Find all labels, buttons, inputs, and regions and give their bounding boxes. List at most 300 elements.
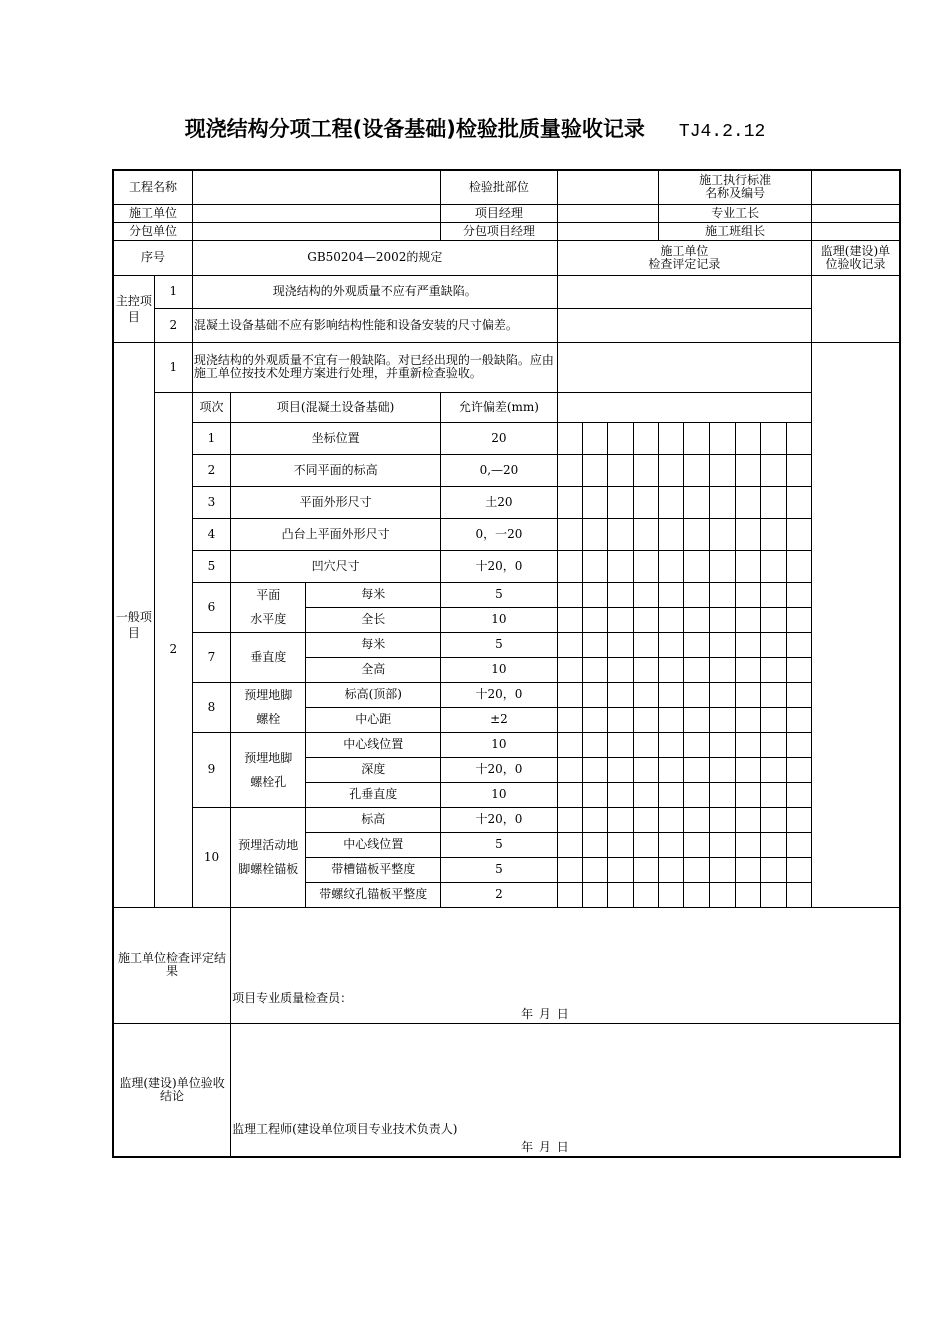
deviation-cell[interactable] — [582, 757, 607, 782]
deviation-cell[interactable] — [634, 607, 659, 632]
deviation-cell[interactable] — [684, 550, 710, 582]
deviation-cell[interactable] — [710, 732, 735, 757]
deviation-cell[interactable] — [557, 882, 582, 907]
row-no: 5 — [192, 550, 230, 582]
tolerance-row — [113, 486, 900, 518]
deviation-cell[interactable] — [684, 882, 710, 907]
deviation-cell[interactable] — [710, 550, 735, 582]
deviation-cell[interactable] — [634, 518, 659, 550]
group-name-line1: 平面 — [256, 588, 281, 602]
row-no: 6 — [192, 582, 230, 632]
sub-item: 全高 — [306, 657, 441, 682]
construction-result-area[interactable] — [231, 907, 900, 1023]
deviation-cell[interactable] — [659, 422, 684, 454]
sub-item: 中心线位置 — [306, 732, 441, 757]
row-no: 10 — [192, 807, 230, 907]
main-item-no: 1 — [154, 275, 192, 308]
deviation-cell[interactable] — [607, 550, 633, 582]
group-name — [231, 582, 306, 632]
deviation-cell[interactable] — [659, 486, 684, 518]
inspection-form-table — [112, 169, 901, 1158]
deviation-cell[interactable] — [634, 757, 659, 782]
deviation-cell[interactable] — [557, 582, 582, 607]
deviation-cell[interactable] — [710, 486, 735, 518]
deviation-cell[interactable] — [659, 882, 684, 907]
tolerance-row — [113, 682, 900, 707]
deviation-cell[interactable] — [735, 757, 760, 782]
tolerance-row — [113, 632, 900, 657]
deviation-cell[interactable] — [634, 882, 659, 907]
subcontractor-label: 分包单位 — [113, 222, 192, 240]
row-no: 4 — [192, 518, 230, 550]
row-no: 7 — [192, 632, 230, 682]
sub-item: 每米 — [306, 632, 441, 657]
deviation-cell[interactable] — [582, 857, 607, 882]
deviation-cell[interactable] — [557, 607, 582, 632]
deviation-cell[interactable] — [735, 582, 760, 607]
deviation-cell[interactable] — [659, 454, 684, 486]
row-tolerance: 10 — [441, 607, 558, 632]
deviation-cell[interactable] — [582, 732, 607, 757]
deviation-cell[interactable] — [634, 422, 659, 454]
deviation-cell[interactable] — [634, 454, 659, 486]
deviation-cell[interactable] — [557, 807, 582, 832]
deviation-cell[interactable] — [710, 707, 735, 732]
group-name-line1: 垂直度 — [250, 650, 287, 664]
deviation-cell[interactable] — [582, 518, 607, 550]
subcontractor-value[interactable] — [192, 222, 440, 240]
deviation-cell[interactable] — [710, 422, 735, 454]
standard-label — [659, 170, 812, 204]
deviation-cell[interactable] — [786, 682, 811, 707]
main-item-no: 2 — [154, 308, 192, 342]
main-item-record[interactable] — [557, 308, 811, 342]
supervision-record-line1: 监理(建设)单 — [820, 243, 891, 258]
deviation-cell[interactable] — [634, 582, 659, 607]
deviation-cell[interactable] — [607, 454, 633, 486]
deviation-cell[interactable] — [786, 550, 811, 582]
row-tolerance: ±2 — [441, 707, 558, 732]
row-tolerance: 10 — [441, 657, 558, 682]
deviation-cell[interactable] — [582, 550, 607, 582]
deviation-cell[interactable] — [607, 682, 633, 707]
deviation-cell[interactable] — [786, 422, 811, 454]
row-tolerance: 土20 — [441, 486, 558, 518]
deviation-cell[interactable] — [607, 657, 633, 682]
deviation-cell[interactable] — [786, 832, 811, 857]
tolerance-row — [113, 454, 900, 486]
deviation-cell[interactable] — [557, 857, 582, 882]
engineer-label: 监理工程师(建设单位项目专业技术负责人) — [232, 1121, 458, 1136]
deviation-cell[interactable] — [710, 757, 735, 782]
deviation-cell[interactable] — [607, 857, 633, 882]
deviation-cell[interactable] — [786, 454, 811, 486]
foreman-value[interactable] — [811, 204, 900, 222]
deviation-cell[interactable] — [582, 682, 607, 707]
sub-item: 中心距 — [306, 707, 441, 732]
deviation-cell[interactable] — [659, 782, 684, 807]
deviation-cell[interactable] — [786, 807, 811, 832]
deviation-cell[interactable] — [684, 486, 710, 518]
deviation-cell[interactable] — [786, 707, 811, 732]
deviation-cell[interactable] — [710, 832, 735, 857]
row-tolerance: 十20，0 — [441, 757, 558, 782]
deviation-cell[interactable] — [557, 422, 582, 454]
deviation-cell[interactable] — [557, 782, 582, 807]
supervision-conclusion-label: 监理(建设)单位验收结论 — [113, 1023, 231, 1157]
deviation-cell[interactable] — [735, 550, 760, 582]
deviation-cell[interactable] — [557, 732, 582, 757]
deviation-cell[interactable] — [582, 882, 607, 907]
row-tolerance: 10 — [441, 732, 558, 757]
deviation-cell[interactable] — [684, 657, 710, 682]
main-item-record[interactable] — [557, 275, 811, 308]
group-name-line2: 脚螺栓锚板 — [238, 862, 299, 876]
project-manager-label: 项目经理 — [441, 204, 558, 222]
deviation-cell[interactable] — [634, 857, 659, 882]
deviation-cell[interactable] — [634, 486, 659, 518]
deviation-cell[interactable] — [710, 582, 735, 607]
deviation-cell[interactable] — [760, 707, 786, 732]
tolerance-row — [113, 518, 900, 550]
deviation-cell[interactable] — [659, 607, 684, 632]
deviation-cell[interactable] — [634, 682, 659, 707]
deviation-cell[interactable] — [760, 582, 786, 607]
supervision-record-header — [811, 240, 900, 275]
deviation-cell[interactable] — [760, 782, 786, 807]
deviation-cell[interactable] — [710, 657, 735, 682]
deviation-cell[interactable] — [684, 732, 710, 757]
deviation-cell[interactable] — [710, 632, 735, 657]
deviation-cell[interactable] — [607, 632, 633, 657]
standard-label-line1: 施工执行标准 — [699, 173, 772, 188]
supervision-record-line2: 位验收记录 — [825, 256, 886, 271]
construction-unit-value[interactable] — [192, 204, 440, 222]
deviation-cell[interactable] — [659, 582, 684, 607]
seq-header: 序号 — [113, 240, 192, 275]
general-item-record[interactable] — [557, 342, 811, 392]
supervision-conclusion-area[interactable] — [231, 1023, 900, 1157]
deviation-cell[interactable] — [684, 682, 710, 707]
dev-header-record[interactable] — [557, 392, 811, 422]
general-label: 一般项目 — [113, 342, 154, 907]
deviation-cell[interactable] — [760, 682, 786, 707]
deviation-cell[interactable] — [684, 632, 710, 657]
deviation-cell[interactable] — [735, 882, 760, 907]
deviation-cell[interactable] — [659, 550, 684, 582]
deviation-cell[interactable] — [582, 807, 607, 832]
deviation-cell[interactable] — [710, 682, 735, 707]
deviation-cell[interactable] — [582, 657, 607, 682]
sub-item: 标高 — [306, 807, 441, 832]
group-name — [231, 807, 306, 907]
deviation-cell[interactable] — [786, 882, 811, 907]
construction-result-label: 施工单位检查评定结果 — [113, 907, 231, 1023]
deviation-cell[interactable] — [557, 682, 582, 707]
deviation-cell[interactable] — [760, 857, 786, 882]
row-item: 凹穴尺寸 — [231, 550, 441, 582]
deviation-cell[interactable] — [760, 607, 786, 632]
group-name — [231, 732, 306, 807]
deviation-cell[interactable] — [735, 422, 760, 454]
row-tolerance: 十20，0 — [441, 682, 558, 707]
spec-header: GB50204—2002的规定 — [192, 240, 557, 275]
deviation-cell[interactable] — [634, 550, 659, 582]
standard-label-line2: 名称及编号 — [705, 186, 766, 201]
deviation-cell[interactable] — [735, 607, 760, 632]
deviation-cell[interactable] — [710, 857, 735, 882]
sub-item: 标高(顶部) — [306, 682, 441, 707]
deviation-cell[interactable] — [634, 707, 659, 732]
deviation-cell[interactable] — [760, 632, 786, 657]
deviation-cell[interactable] — [607, 782, 633, 807]
deviation-cell[interactable] — [659, 657, 684, 682]
deviation-cell[interactable] — [659, 832, 684, 857]
row-no: 3 — [192, 486, 230, 518]
deviation-cell[interactable] — [607, 807, 633, 832]
deviation-cell[interactable] — [735, 707, 760, 732]
foreman-label: 专业工长 — [659, 204, 812, 222]
deviation-cell[interactable] — [607, 486, 633, 518]
deviation-cell[interactable] — [735, 732, 760, 757]
tolerance-row — [113, 807, 900, 832]
deviation-cell[interactable] — [735, 857, 760, 882]
deviation-cell[interactable] — [659, 857, 684, 882]
deviation-cell[interactable] — [786, 857, 811, 882]
deviation-cell[interactable] — [735, 782, 760, 807]
deviation-cell[interactable] — [786, 518, 811, 550]
tolerance-row — [113, 582, 900, 607]
deviation-cell[interactable] — [786, 607, 811, 632]
deviation-cell[interactable] — [760, 454, 786, 486]
deviation-cell[interactable] — [582, 454, 607, 486]
deviation-cell[interactable] — [607, 757, 633, 782]
group-name — [231, 682, 306, 732]
deviation-cell[interactable] — [582, 782, 607, 807]
deviation-cell[interactable] — [557, 518, 582, 550]
group-name-line1: 预埋地脚 — [244, 750, 293, 765]
standard-value[interactable] — [811, 170, 900, 204]
row-tolerance: 10 — [441, 782, 558, 807]
sub-manager-label: 分包项目经理 — [441, 222, 558, 240]
sub-item: 中心线位置 — [306, 832, 441, 857]
deviation-cell[interactable] — [684, 422, 710, 454]
deviation-cell[interactable] — [659, 707, 684, 732]
row-item: 凸台上平面外形尺寸 — [231, 518, 441, 550]
deviation-cell[interactable] — [582, 832, 607, 857]
deviation-cell[interactable] — [557, 632, 582, 657]
deviation-cell[interactable] — [607, 832, 633, 857]
deviation-cell[interactable] — [607, 582, 633, 607]
general-supervision[interactable] — [811, 342, 900, 907]
inspection-part-value[interactable] — [557, 170, 659, 204]
deviation-cell[interactable] — [710, 782, 735, 807]
row-no: 1 — [192, 422, 230, 454]
deviation-cell[interactable] — [760, 657, 786, 682]
deviation-cell[interactable] — [735, 832, 760, 857]
group-name-line2: 螺栓 — [256, 712, 281, 726]
deviation-cell[interactable] — [557, 486, 582, 518]
team-leader-label: 施工班组长 — [659, 222, 812, 240]
row-item: 不同平面的标高 — [231, 454, 441, 486]
col-item-header: 项目(混凝土设备基础) — [231, 392, 441, 422]
deviation-cell[interactable] — [659, 518, 684, 550]
deviation-cell[interactable] — [684, 607, 710, 632]
deviation-cell[interactable] — [760, 757, 786, 782]
tolerance-row — [113, 550, 900, 582]
row-tolerance: 十20，0 — [441, 550, 558, 582]
deviation-cell[interactable] — [659, 757, 684, 782]
deviation-cell[interactable] — [786, 632, 811, 657]
inspection-part-label: 检验批部位 — [441, 170, 558, 204]
deviation-cell[interactable] — [634, 807, 659, 832]
deviation-cell[interactable] — [634, 657, 659, 682]
deviation-cell[interactable] — [710, 807, 735, 832]
group-name-line1: 预埋活动地 — [238, 838, 299, 852]
check-record-line2: 检查评定记录 — [648, 256, 721, 271]
inspector-label: 项目专业质量检查员： — [232, 990, 353, 1005]
deviation-cell[interactable] — [557, 832, 582, 857]
deviation-cell[interactable] — [582, 486, 607, 518]
construction-date: 年 月 日 — [521, 1006, 570, 1021]
row-tolerance: 2 — [441, 882, 558, 907]
deviation-cell[interactable] — [607, 607, 633, 632]
deviation-cell[interactable] — [607, 707, 633, 732]
deviation-cell[interactable] — [634, 732, 659, 757]
deviation-cell[interactable] — [607, 422, 633, 454]
deviation-cell[interactable] — [684, 707, 710, 732]
deviation-cell[interactable] — [786, 732, 811, 757]
deviation-cell[interactable] — [760, 550, 786, 582]
deviation-cell[interactable] — [760, 882, 786, 907]
deviation-cell[interactable] — [634, 632, 659, 657]
sub-item: 带槽锚板平整度 — [306, 857, 441, 882]
deviation-cell[interactable] — [735, 632, 760, 657]
row-tolerance: 20 — [441, 422, 558, 454]
group-name-line2: 水平度 — [250, 612, 287, 626]
deviation-cell[interactable] — [760, 832, 786, 857]
deviation-cell[interactable] — [634, 832, 659, 857]
sub-manager-value[interactable] — [557, 222, 659, 240]
deviation-cell[interactable] — [786, 782, 811, 807]
deviation-cell[interactable] — [735, 682, 760, 707]
deviation-cell[interactable] — [684, 782, 710, 807]
main-item-text: 混凝土设备基础不应有影响结构性能和设备安装的尺寸偏差。 — [192, 308, 557, 342]
deviation-cell[interactable] — [735, 807, 760, 832]
deviation-cell[interactable] — [760, 807, 786, 832]
row-tolerance: 十20，0 — [441, 807, 558, 832]
supervision-date: 年 月 日 — [521, 1139, 570, 1154]
deviation-cell[interactable] — [684, 454, 710, 486]
deviation-cell[interactable] — [557, 657, 582, 682]
deviation-cell[interactable] — [557, 454, 582, 486]
form-title-row — [0, 113, 950, 143]
general-item-text: 现浇结构的外观质量不宜有一般缺陷。对已经出现的一般缺陷。应由施工单位按技术处理方案进行处理，并重新检查验收。 — [192, 342, 557, 392]
deviation-cell[interactable] — [684, 807, 710, 832]
construction-unit-label: 施工单位 — [113, 204, 192, 222]
form-title: 现浇结构分项工程(设备基础)检验批质量验收记录 — [184, 117, 645, 141]
deviation-cell[interactable] — [786, 486, 811, 518]
deviation-cell[interactable] — [786, 582, 811, 607]
deviation-cell[interactable] — [735, 518, 760, 550]
row-tolerance: 0，一20 — [441, 518, 558, 550]
deviation-cell[interactable] — [582, 707, 607, 732]
general-item-no: 1 — [154, 342, 192, 392]
row-item: 坐标位置 — [231, 422, 441, 454]
deviation-cell[interactable] — [659, 682, 684, 707]
deviation-cell[interactable] — [557, 757, 582, 782]
deviation-cell[interactable] — [710, 882, 735, 907]
form-code: TJ4.2.12 — [678, 122, 766, 142]
deviation-cell[interactable] — [582, 582, 607, 607]
deviation-cell[interactable] — [735, 657, 760, 682]
col-tol-header: 允许偏差(mm) — [441, 392, 558, 422]
deviation-cell[interactable] — [582, 422, 607, 454]
deviation-cell[interactable] — [786, 757, 811, 782]
tolerance-row — [113, 732, 900, 757]
deviation-cell[interactable] — [684, 518, 710, 550]
check-record-header — [557, 240, 811, 275]
deviation-cell[interactable] — [760, 486, 786, 518]
deviation-cell[interactable] — [735, 454, 760, 486]
main-control-label: 主控项目 — [113, 275, 154, 342]
deviation-cell[interactable] — [607, 518, 633, 550]
group-name — [231, 632, 306, 682]
deviation-cell[interactable] — [684, 857, 710, 882]
general-item-no: 2 — [154, 392, 192, 907]
row-no: 8 — [192, 682, 230, 732]
project-name-value[interactable] — [192, 170, 440, 204]
deviation-cell[interactable] — [786, 657, 811, 682]
deviation-cell[interactable] — [710, 454, 735, 486]
sub-item: 深度 — [306, 757, 441, 782]
row-tolerance: 5 — [441, 832, 558, 857]
deviation-cell[interactable] — [684, 757, 710, 782]
deviation-cell[interactable] — [557, 550, 582, 582]
team-leader-value[interactable] — [811, 222, 900, 240]
sub-item: 全长 — [306, 607, 441, 632]
check-record-line1: 施工单位 — [660, 243, 709, 258]
group-name-line2: 螺栓孔 — [250, 774, 287, 789]
deviation-cell[interactable] — [659, 807, 684, 832]
deviation-cell[interactable] — [710, 518, 735, 550]
main-control-supervision[interactable] — [811, 275, 900, 342]
deviation-cell[interactable] — [634, 782, 659, 807]
deviation-cell[interactable] — [760, 732, 786, 757]
deviation-cell[interactable] — [760, 422, 786, 454]
project-manager-value[interactable] — [557, 204, 659, 222]
deviation-cell[interactable] — [659, 632, 684, 657]
deviation-cell[interactable] — [659, 732, 684, 757]
deviation-cell[interactable] — [710, 607, 735, 632]
deviation-cell[interactable] — [582, 607, 607, 632]
row-no: 2 — [192, 454, 230, 486]
deviation-cell[interactable] — [735, 486, 760, 518]
row-tolerance: 0,—20 — [441, 454, 558, 486]
deviation-cell[interactable] — [607, 732, 633, 757]
row-tolerance: 5 — [441, 582, 558, 607]
deviation-cell[interactable] — [582, 632, 607, 657]
row-tolerance: 5 — [441, 632, 558, 657]
deviation-cell[interactable] — [684, 582, 710, 607]
deviation-cell[interactable] — [557, 707, 582, 732]
row-item: 平面外形尺寸 — [231, 486, 441, 518]
deviation-cell[interactable] — [684, 832, 710, 857]
deviation-cell[interactable] — [760, 518, 786, 550]
sub-item: 孔垂直度 — [306, 782, 441, 807]
deviation-cell[interactable] — [607, 882, 633, 907]
main-item-text: 现浇结构的外观质量不应有严重缺陷。 — [192, 275, 557, 308]
